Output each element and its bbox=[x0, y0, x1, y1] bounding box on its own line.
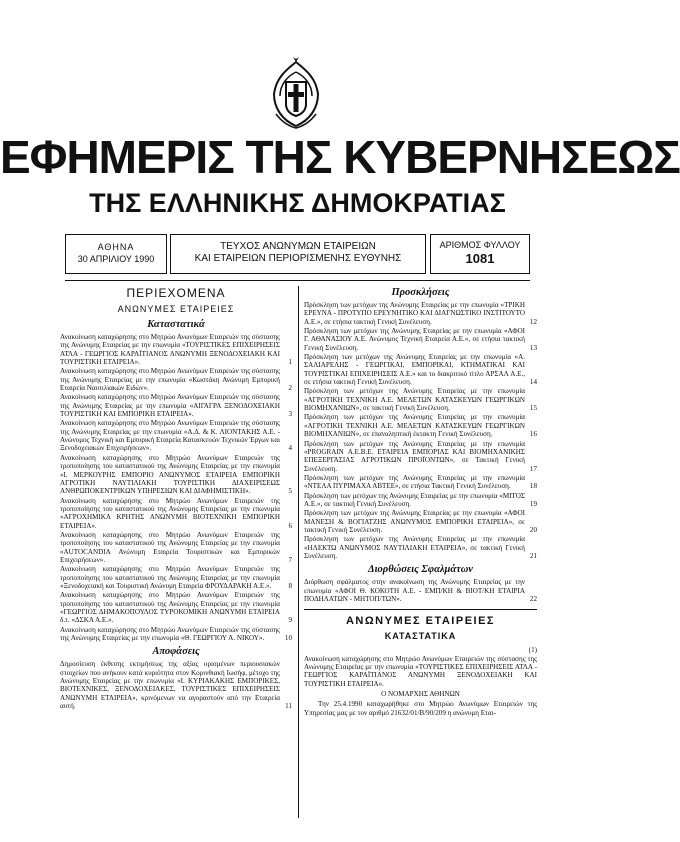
column-divider bbox=[298, 286, 299, 818]
invitation-entry-text: Πρόσκληση των μετόχων της Ανώνυμης Εταιρείας με την επωνυμία «ΑΦΟΙ ΜΑΝΕΣΗ & ΒΟΓΙΑΤΖΗΣ ΑΝΩΝΥΜΟΣ ΕΜΠΟΡΙΚΗ ΕΤΑΙΡΕΙΑ», σε τακτική Γενική Συνέλευση. bbox=[304, 509, 525, 534]
statute-entry bbox=[60, 393, 292, 418]
contents-right-column bbox=[304, 286, 537, 717]
invitation-entry-text: Πρόσκληση των μετόχων της Ανώνυμης Εταιρείας με την επωνυμία «ΑΦΟΙ Γ. ΑΘΑΝΑΣΙΟΥ Α.Ε. Ανώνυμος Τεχνική Εταιρεία Α.Ε.», σε ετήσια τακτική Γενική Συνέλευση. bbox=[304, 327, 525, 352]
invitation-entry bbox=[304, 413, 537, 438]
statute-entry bbox=[60, 591, 292, 624]
sheet-number: 1081 bbox=[465, 251, 495, 266]
statute-entry-text: Ανακοίνωση καταχώρησης στο Μητρώο Ανωνύμων Εταιρειών της τροποποίησης του καταστατικού της Ανώνυμης Εταιρείας με την επωνυμία «ΑΓΡΟΧΗΜΙΚΑ ΚΡΗΤΗΣ ΑΝΩΝΥΜΗ ΒΙΟΤΕΧΝΙΚΗ ΕΜΠΟΡΙΚΗ ΕΤΑΙΡΕΙΑ». bbox=[60, 496, 280, 530]
invitation-entry-page-number: 18 bbox=[529, 482, 537, 491]
statute-entry bbox=[60, 419, 292, 452]
statute-entry-text: Ανακοίνωση καταχώρησης στο Μητρώο Ανωνύμων Εταιρειών της τροποποίησης του καταστατικού της Ανώνυμης Εταιρείας με την επωνυμία «Ξενοδοχειακή και Τουριστική Ανώνυμη Εταιρεία ΦΡΟΥΔΑΡΑΚΗ Α.Ε.». bbox=[60, 565, 280, 590]
gazette-title: ΕΦΗΜΕΡΙΣ ΤΗΣ ΚΥΒΕΡΝΗΣΕΩΣ bbox=[0, 131, 680, 183]
statute-entry bbox=[60, 333, 292, 366]
invitation-entry bbox=[304, 492, 537, 509]
statute-entry-page-number: 9 bbox=[288, 616, 292, 625]
correction-entry bbox=[304, 578, 537, 603]
decision-entry-page-number: 11 bbox=[285, 702, 292, 711]
invitation-entry bbox=[304, 301, 537, 326]
statute-entry-page-number: 1 bbox=[288, 358, 292, 367]
statutes-list bbox=[60, 333, 292, 642]
contents-subtitle: ΑΝΩΝΥΜΕΣ ΕΤΑΙΡΕΙΕΣ bbox=[117, 304, 235, 314]
statute-entry-text: Ανακοίνωση καταχώρησης στο Μητρώο Ανωνύμων Εταιρειών της τροποποίησης του καταστατικού της Ανώνυμης Εταιρείας με την επωνυμία «AUTOCANDIA Ανώνυμη Εταιρεία Τουριστικών και Εμπορικών Επιχειρήσεων». bbox=[60, 530, 280, 564]
invitation-entry-text: Πρόσκληση των μετόχων της Ανώνυμης Εταιρείας με την επωνυμία «Α. ΣΑΛΙΑΡΕΛΗΣ - ΓΕΩΡΓΙΚΑΙ, ΕΜΠΟΡΙΚΑΙ, ΚΤΗΜΑΤΙΚΑΙ ΚΑΙ ΤΟΥΡΙΣΤΙΚΑΙ ΕΠΙΧΕΙΡΗΣΕΙΣ Α.Ε.» και το διακριτικό τίτλο ΑΡΣΑΛ Α.Ε., σε ετήσια τακτική Γενική Συνέλευση. bbox=[304, 353, 525, 387]
statute-entry-text: Ανακοίνωση καταχώρησης στο Μητρώο Ανωνύμων Εταιρειών της τροποποίησης του καταστατικού της Ανώνυμης Εταιρείας με την επωνυμία «Ι. ΜΕΡΚΟΥΡΗΣ ΕΜΠΟΡΙΟ ΑΝΩΝΥΜΟΣ ΕΤΑΙΡΕΙΑ ΕΜΠΟΡΙΚΗ ΑΓΡΟΤΙΚΗ ΝΑΥΤΙΛΙΑΚΗ ΤΟΥΡΙΣΤΙΚΗ ΔΙΑΧΕΙΡΙΣΕΩΣ ΑΝΘΡΩΠΟΚΕΝΤΡΙΚΩΝ ΥΠΗΡΕΣΙΩΝ ΚΑΙ ΔΙΑΦΗΜΙΣΤΙΚΗ». bbox=[60, 453, 280, 496]
item-body-text: Την 25.4.1990 καταχωρήθηκε στο Μητρώο Ανωνύμων Εταιρειών της Υπηρεσίας μας με τον αριθμό 21632/01/Β/90/209 η ανώνυμη Εται- bbox=[304, 700, 537, 717]
invitation-entry bbox=[304, 535, 537, 560]
issue-type-line2: ΚΑΙ ΕΤΑΙΡΕΙΩΝ ΠΕΡΙΟΡΙΣΜΕΝΗΣ ΕΥΘΥΝΗΣ bbox=[194, 253, 402, 264]
statute-entry bbox=[60, 454, 292, 496]
invitation-entry-page-number: 15 bbox=[529, 404, 537, 413]
statute-entry bbox=[60, 531, 292, 564]
statute-entry-page-number: 8 bbox=[288, 581, 292, 590]
prefect-label: Ο ΝΟΜΑΡΧΗΣ ΑΘΗΝΩΝ bbox=[381, 690, 460, 699]
statute-entry-page-number: 2 bbox=[288, 384, 292, 393]
statute-entry-page-number: 4 bbox=[288, 444, 292, 453]
statute-entry-page-number: 6 bbox=[288, 521, 292, 530]
invitation-entry bbox=[304, 440, 537, 473]
invitation-entry-text: Πρόσκληση των μετόχων της Ανώνυμης Εταιρείας με την επωνυμία «ΑΓΡΟΤΙΚΗ ΤΕΧΝΙΚΗ Α.Ε. ΜΕΛΕΤΩΝ ΚΑΤΑΣΚΕΥΩΝ ΓΕΩΡΓΙΚΩΝ ΒΙΟΜΗΧΑΝΙΩΝ», σε επαναληπτική έκτακτη Γενική Συνέλευση. bbox=[304, 413, 525, 439]
invitation-entry-page-number: 17 bbox=[529, 464, 537, 473]
statute-entry bbox=[60, 626, 292, 643]
item-heading-text: Ανακοίνωση καταχώρησης στο Μητρώο Ανωνύμων Εταιρειών της σύστασης της Ανώνυμης Εταιρείας με την επωνυμία «ΤΟΥΡΙΣΤΙΚΕΣ ΕΠΙΧΕΙΡΗΣΕΙΣ ΑΤΛΑ - ΓΕΩΡΓΙΟΣ ΚΑΡΑΪΤΙΑΝΟΣ ΑΝΩΝΥΜΗ ΞΕΝΟΔΟΧΕΙΑΚΗ ΚΑΙ ΤΟΥΡΙΣΤΙΚΗ ΕΤΑΙΡΕΙΑ». bbox=[304, 654, 537, 688]
item-number: (1) bbox=[528, 646, 537, 655]
section-rule bbox=[304, 609, 537, 610]
city-label: ΑΘΗΝΑ bbox=[97, 242, 135, 252]
corrections-heading: Διορθώσεις Σφαλμάτων bbox=[368, 564, 473, 576]
invitation-entry-text: Πρόσκληση των μετόχων της Ανώνυμης Εταιρείας με την επωνυμία «ΑΓΡΟΤΙΚΗ ΤΕΧΝΙΚΗ Α.Ε. ΜΕΛΕΤΩΝ ΚΑΤΑΣΚΕΥΩΝ ΓΕΩΡΓΙΚΩΝ ΒΙΟΜΗΧΑΝΙΩΝ», σε τακτική Γενική Συνέλευση. bbox=[304, 387, 525, 413]
section-title: ΑΝΩΝΥΜΕΣ ΕΤΑΙΡΕΙΕΣ bbox=[345, 615, 496, 628]
decisions-heading: Αποφάσεις bbox=[152, 646, 200, 658]
corrections-list bbox=[304, 578, 537, 603]
statute-entry bbox=[60, 565, 292, 590]
invitation-entry-text: Πρόσκληση των μετόχων της Ανώνυμης Εταιρείας με την επωνυμία «ΤΡΙΚΗ ΕΡΕΥΝΑ - ΠΡΟΤΥΠΟ ΕΡΕΥΝΗΤΙΚΟ ΚΑΙ ΔΙΑΓΝΩΣΤΙΚΟ ΙΝΣΤΙΤΟΥΤΟ Α.Ε.», σε ετήσια τακτική Γενική Συνέλευση. bbox=[304, 301, 525, 326]
date-box bbox=[65, 234, 167, 274]
sheet-number-box bbox=[430, 234, 530, 274]
invitation-entry-page-number: 14 bbox=[529, 378, 537, 387]
decision-entry bbox=[60, 660, 292, 710]
statute-entry-text: Ανακοίνωση καταχώρησης στο Μητρώο Ανωνύμων Εταιρειών της σύστασης της Ανώνυμης Εταιρείας με την επωνυμία «Θ. ΓΕΩΡΓΙΟΥ Α. ΝΙΚΟΥ». bbox=[60, 625, 280, 643]
statute-entry bbox=[60, 497, 292, 530]
statute-entry-page-number: 10 bbox=[284, 634, 292, 643]
statute-entry bbox=[60, 367, 292, 392]
sheet-number-label: ΑΡΙΘΜΟΣ ΦΥΛΛΟΥ bbox=[439, 240, 521, 250]
invitation-entry-page-number: 13 bbox=[529, 343, 537, 352]
invitation-entry-text: Πρόσκληση των μετόχων της Ανώνυμης Εταιρείας με την επωνυμία «ΗΛΕΚΤΩ ΑΝΩΝΥΜΟΣ ΝΑΥΤΙΛΙΑΚΗ ΕΤΑΙΡΕΙΑ», σε τακτική Γενική Συνέλευση. bbox=[304, 535, 525, 560]
contents-left-column bbox=[60, 286, 292, 711]
invitations-heading: Προσκλήσεις bbox=[391, 287, 450, 298]
invitation-entry-page-number: 20 bbox=[529, 525, 537, 534]
statute-entry-text: Ανακοίνωση καταχώρησης στο Μητρώο Ανωνύμων Εταιρειών της σύστασης της Ανώνυμης Εταιρείας με την επωνυμία «ΤΟΥΡΙΣΤΙΚΕΣ ΕΠΙΧΕΙΡΗΣΕΙΣ ΑΤΛΑ - ΓΕΩΡΓΙΟΣ ΚΑΡΑΪΤΙΑΝΟΣ ΑΝΩΝΥΜΗ ΞΕΝΟΔΟΧΕΙΑΚΗ ΚΑΙ ΤΟΥΡΙΣΤΙΚΗ ΕΤΑΙΡΕΙΑ». bbox=[60, 333, 280, 367]
statute-entry-page-number: 7 bbox=[288, 555, 292, 564]
invitation-entry bbox=[304, 327, 537, 352]
correction-entry-text: Διόρθωση σφάλματος στην ανακοίνωση της Ανώνυμης Εταιρείας με την επωνυμία «ΑΦΟΙ Θ. ΚΟΚΟΤΗ Α.Ε. - ΕΜΠ/ΚΗ & ΒΙΟΤ/ΚΗ ΕΤΑΙΡΙΑ ΠΟΔΗΛΑΤΩΝ - ΜΗΤΟΠ/ΤΩΝ». bbox=[304, 578, 525, 603]
invitation-entry-page-number: 16 bbox=[529, 430, 537, 439]
invitations-list bbox=[304, 301, 537, 560]
invitation-entry-text: Πρόσκληση των μετόχων της Ανώνυμης Εταιρείας με την επωνυμία «PROGRAIN Α.Ε.Β.Ε. ΕΤΑΙΡΕΙΑ ΕΜΠΟΡΙΑΣ ΚΑΙ ΒΙΟΜΗΧΑΝΙΚΗΣ ΕΠΕΞΕΡΓΑΣΙΑΣ ΑΓΡΟΤΙΚΩΝ ΠΡΟΪΟΝΤΩΝ», σε Τακτική Γενική Συνέλευση. bbox=[304, 439, 525, 473]
gazette-subtitle: ΤΗΣ ΕΛΛΗΝΙΚΗΣ ΔΗΜΟΚΡΑΤΙΑΣ bbox=[89, 188, 506, 218]
statute-entry-text: Ανακοίνωση καταχώρησης στο Μητρώο Ανωνύμων Εταιρειών της σύστασης της Ανώνυμης Εταιρείας με την επωνυμία «Α.Δ. & Κ. ΛΙΟΝΤΑΚΗΣ Α.Ε. - Ανώνυμος Τεχνική και Εμπορική Εταιρεία Κατασκευών Τεχνικών Έργων και Ξενοδοχειακών Επιχειρήσεων». bbox=[60, 419, 280, 453]
statute-entry-text: Ανακοίνωση καταχώρησης στο Μητρώο Ανωνύμων Εταιρειών της τροποποίησης του καταστατικού της Ανώνυμης Εταιρείας με την επωνυμία «ΓΕΩΡΓΙΟΣ ΔΗΜΑΚΟΠΟΥΛΟΣ ΤΥΡΟΚΟΜΙΚΗ ΑΝΩΝΥΜΗ ΕΤΑΙΡΕΙΑ δ.τ. «ΔΣΚΑ Α.Ε.». bbox=[60, 591, 280, 625]
invitation-entry bbox=[304, 387, 537, 412]
correction-entry-page-number: 22 bbox=[529, 595, 537, 603]
invitation-entry-page-number: 12 bbox=[529, 317, 537, 326]
issue-type-line1: ΤΕΥΧΟΣ ΑΝΩΝΥΜΩΝ ΕΤΑΙΡΕΙΩΝ bbox=[220, 241, 376, 252]
decisions-list bbox=[60, 660, 292, 710]
invitation-entry-page-number: 21 bbox=[529, 551, 537, 560]
section-subtitle: ΚΑΤΑΣΤΑΤΙΚΑ bbox=[384, 631, 457, 642]
invitation-entry-text: Πρόσκληση των μετόχων της Ανώνυμης Εταιρείας με την επωνυμία «ΝΤΕΛΑ ΠΥΡΙΜΑΧΑ ΑΒΤΕΕ», σε ετήσια Τακτική Γενική Συνέλευση. bbox=[304, 473, 525, 491]
invitation-entry bbox=[304, 474, 537, 491]
invitation-entry bbox=[304, 509, 537, 534]
issue-date: 30 ΑΠΡΙΛΙΟΥ 1990 bbox=[77, 254, 155, 264]
contents-title: ΠΕΡΙΕΧΟΜΕΝΑ bbox=[126, 286, 226, 300]
statute-entry-text: Ανακοίνωση καταχώρησης στο Μητρώο Ανωνύμων Εταιρειών της σύστασης της Ανώνυμης Εταιρείας με την επωνυμία «Κωστάκη Ανώνυμη Εμπορική Εταιρεία Ναυτιλιακών Ειδών». bbox=[60, 367, 280, 393]
header-rule bbox=[65, 280, 530, 281]
statutes-heading: Καταστατικά bbox=[147, 319, 205, 330]
statute-entry-page-number: 3 bbox=[288, 410, 292, 419]
coat-of-arms-emblem bbox=[266, 56, 326, 130]
statute-entry-page-number: 5 bbox=[288, 487, 292, 496]
statute-entry-text: Ανακοίνωση καταχώρησης στο Μητρώο Ανωνύμων Εταιρειών της σύστασης της Ανώνυμης Εταιρείας με την επωνυμία «ΑΙΓΑΓΡΑ ΞΕΝΟΔΟΧΕΙΑΚΗ ΤΟΥΡΙΣΤΙΚΗ ΚΑΙ ΕΜΠΟΡΙΚΗ ΕΤΑΙΡΕΙΑ». bbox=[60, 393, 280, 419]
decision-entry-text: Δημοσίευση έκθεσης εκτιμήσεως της αξίας ορισμένων περιουσιακών στοιχείων που ανήκουν κατά κυριότητα στον Κορινθιακή Ιωσήφ, μέτοχο της Ανώνυμης Εταιρείας με την επωνυμία «Ι. ΚΥΡΙΑΚΑΚΗΣ ΕΜΠΟΡΙΚΕΣ, ΒΙΟΤΕΧΝΙΚΕΣ, ΞΕΝΟΔΟΧΕΙΑΚΕΣ, ΤΟΥΡΙΣΤΙΚΕΣ ΕΠΙΧΕΙΡΗΣΕΙΣ ΑΝΩΝΥΜΗ ΕΤΑΙΡΕΙΑ», κρινόμενων να αγοραστούν από την Εταιρεία αυτή. bbox=[60, 660, 280, 711]
invitation-entry bbox=[304, 353, 537, 386]
invitation-entry-page-number: 19 bbox=[529, 499, 537, 508]
issue-type-box bbox=[170, 234, 426, 274]
invitation-entry-text: Πρόσκληση των μετόχων της Ανώνυμης Εταιρείας με την επωνυμία «ΜΙΤΟΣ Α.Ε.», σε τακτική Γενική Συνέλευση. bbox=[304, 491, 525, 508]
